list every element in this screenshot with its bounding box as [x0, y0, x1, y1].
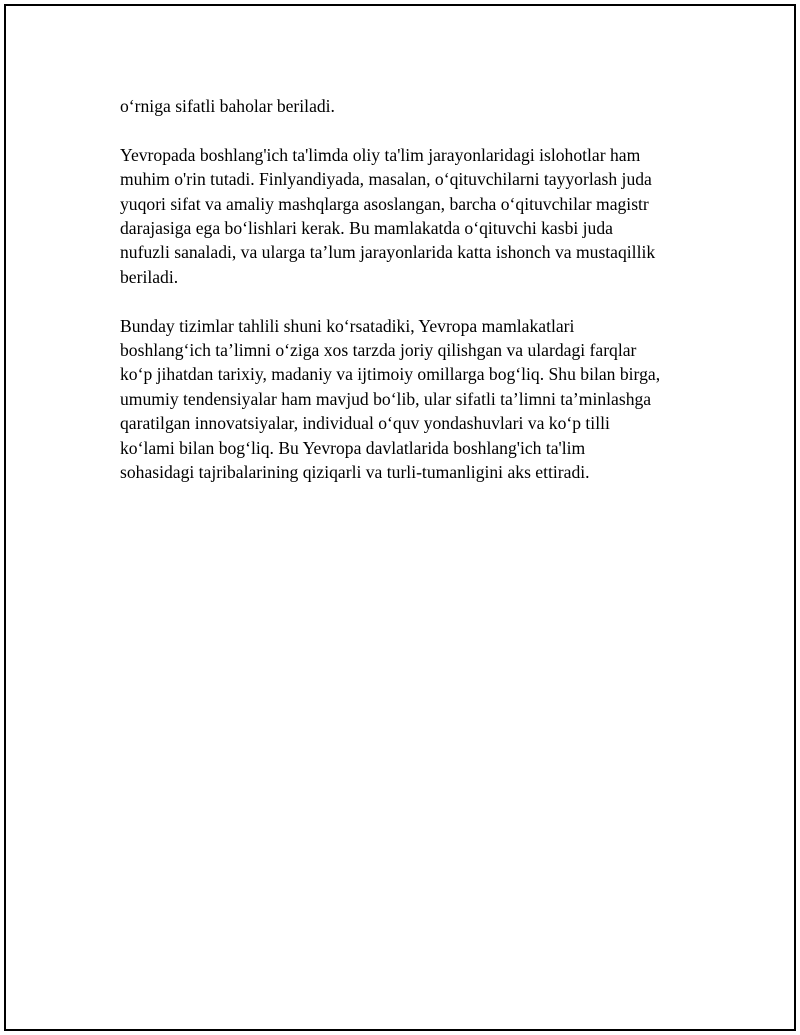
document-page — [4, 4, 796, 1031]
text-line: nufuzli sanaladi, va ularga ta’lum jarayonlarida katta ishonch va mustaqillik — [120, 242, 656, 263]
text-line: ko‘lami bilan bog‘liq. Bu Yevropa davlatlarida boshlang'ich ta'lim — [120, 437, 586, 458]
text-line: boshlang‘ich ta’limni o‘ziga xos tarzda joriy qilishgan va ulardagi farqlar — [120, 340, 637, 361]
text-line: qaratilgan innovatsiyalar, individual o‘quv yondashuvlari va ko‘p tilli — [120, 413, 610, 434]
paragraph-3 — [120, 314, 700, 485]
text-line: muhim o'rin tutadi. Finlyandiyada, masalan, o‘qituvchilarni tayyorlash juda — [120, 169, 652, 190]
text-line: sohasidagi tajribalarining qiziqarli va turli-tumanligini aks ettiradi. — [120, 462, 590, 483]
text-line: Bunday tizimlar tahlili shuni ko‘rsatadiki, Yevropa mamlakatlari — [120, 315, 575, 336]
paragraph-2 — [120, 143, 700, 289]
text-line: yuqori sifat va amaliy mashqlarga asoslangan, barcha o‘qituvchilar magistr — [120, 193, 649, 214]
document-body — [120, 94, 700, 509]
text-line: beriladi. — [120, 266, 179, 287]
text-line: o‘rniga sifatli baholar beriladi. — [120, 96, 335, 116]
text-line: darajasiga ega bo‘lishlari kerak. Bu mamlakatda o‘qituvchi kasbi juda — [120, 218, 613, 239]
text-line: ko‘p jihatdan tarixiy, madaniy va ijtimoiy omillarga bog‘liq. Shu bilan birga, — [120, 364, 661, 385]
text-line: umumiy tendensiyalar ham mavjud bo‘lib, ular sifatli ta’limni ta’minlashga — [120, 388, 652, 409]
text-line: Yevropada boshlang'ich ta'limda oliy ta'lim jarayonlaridagi islohotlar ham — [120, 144, 641, 165]
paragraph-1 — [120, 94, 700, 118]
